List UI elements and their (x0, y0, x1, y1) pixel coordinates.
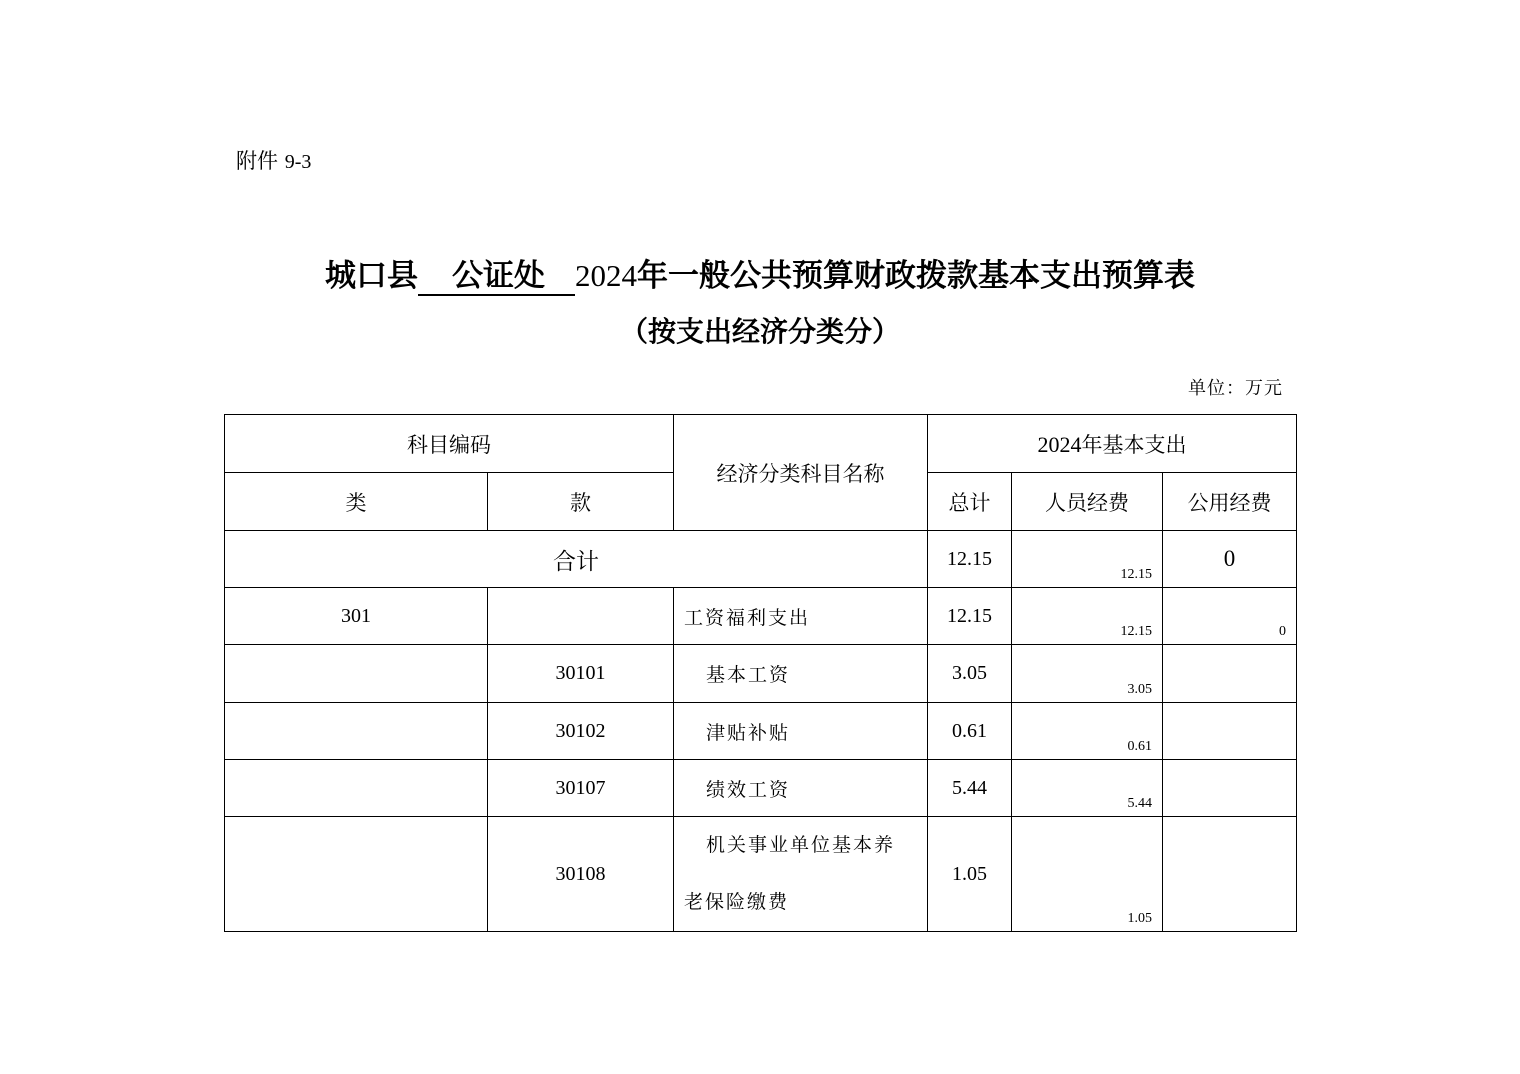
attachment-label (236, 145, 311, 175)
row-public (1163, 703, 1297, 760)
row-personnel: 12.15 (1012, 588, 1163, 645)
header-item: 款 (488, 473, 674, 531)
attachment-prefix: 附件 (236, 149, 278, 173)
row-name: 基本工资 (674, 645, 928, 703)
total-label: 合计 (225, 531, 928, 588)
title-county: 城口县 (325, 258, 418, 294)
row-name-line2: 老保险缴费 (684, 891, 790, 913)
attachment-number: 9-3 (284, 151, 312, 173)
row-public (1163, 645, 1297, 703)
header-total: 总计 (928, 473, 1012, 531)
header-category: 类 (225, 473, 488, 531)
row-total: 12.15 (928, 588, 1012, 645)
row-category (225, 703, 488, 760)
row-item: 30101 (488, 645, 674, 703)
row-category: 301 (225, 588, 488, 645)
row-item: 30102 (488, 703, 674, 760)
row-item: 30108 (488, 817, 674, 932)
header-name: 经济分类科目名称 (674, 415, 928, 531)
row-name-line1: 机关事业单位基本养 (706, 834, 896, 856)
table-row (225, 703, 1297, 760)
row-personnel: 1.05 (1012, 817, 1163, 932)
title-year: 2024 (575, 258, 637, 293)
header-public: 公用经费 (1163, 473, 1297, 531)
header-year-group (928, 415, 1297, 473)
budget-table (224, 414, 1297, 932)
table-row (225, 760, 1297, 817)
row-public: 0 (1163, 588, 1297, 645)
row-name: 津贴补贴 (674, 703, 928, 760)
table-row (225, 817, 1297, 932)
row-personnel: 3.05 (1012, 645, 1163, 703)
row-total: 1.05 (928, 817, 1012, 932)
total-row (225, 531, 1297, 588)
table-row (225, 645, 1297, 703)
total-total: 12.15 (928, 531, 1012, 588)
header-row-1 (225, 415, 1297, 473)
table-row (225, 588, 1297, 645)
header-year: 2024 (1037, 431, 1082, 457)
row-category (225, 645, 488, 703)
header-year-text: 年基本支出 (1081, 432, 1187, 457)
row-public (1163, 817, 1297, 932)
row-personnel: 0.61 (1012, 703, 1163, 760)
title-department: 公证处 (418, 258, 575, 296)
unit-label: 单位：万元 (1188, 378, 1283, 399)
row-name: 绩效工资 (674, 760, 928, 817)
page-subtitle: （按支出经济分类分） (619, 315, 900, 348)
row-item (488, 588, 674, 645)
title-rest: 年一般公共预算财政拨款基本支出预算表 (637, 258, 1195, 294)
row-category (225, 760, 488, 817)
row-item: 30107 (488, 760, 674, 817)
row-personnel: 5.44 (1012, 760, 1163, 817)
row-total: 5.44 (928, 760, 1012, 817)
row-public (1163, 760, 1297, 817)
total-personnel: 12.15 (1012, 531, 1163, 588)
total-public: 0 (1163, 531, 1297, 588)
header-subject-code: 科目编码 (225, 415, 674, 473)
row-total: 0.61 (928, 703, 1012, 760)
row-name: 工资福利支出 (674, 588, 928, 645)
row-category (225, 817, 488, 932)
page-title (0, 250, 1520, 296)
row-total: 3.05 (928, 645, 1012, 703)
row-name (674, 817, 928, 932)
header-personnel: 人员经费 (1012, 473, 1163, 531)
